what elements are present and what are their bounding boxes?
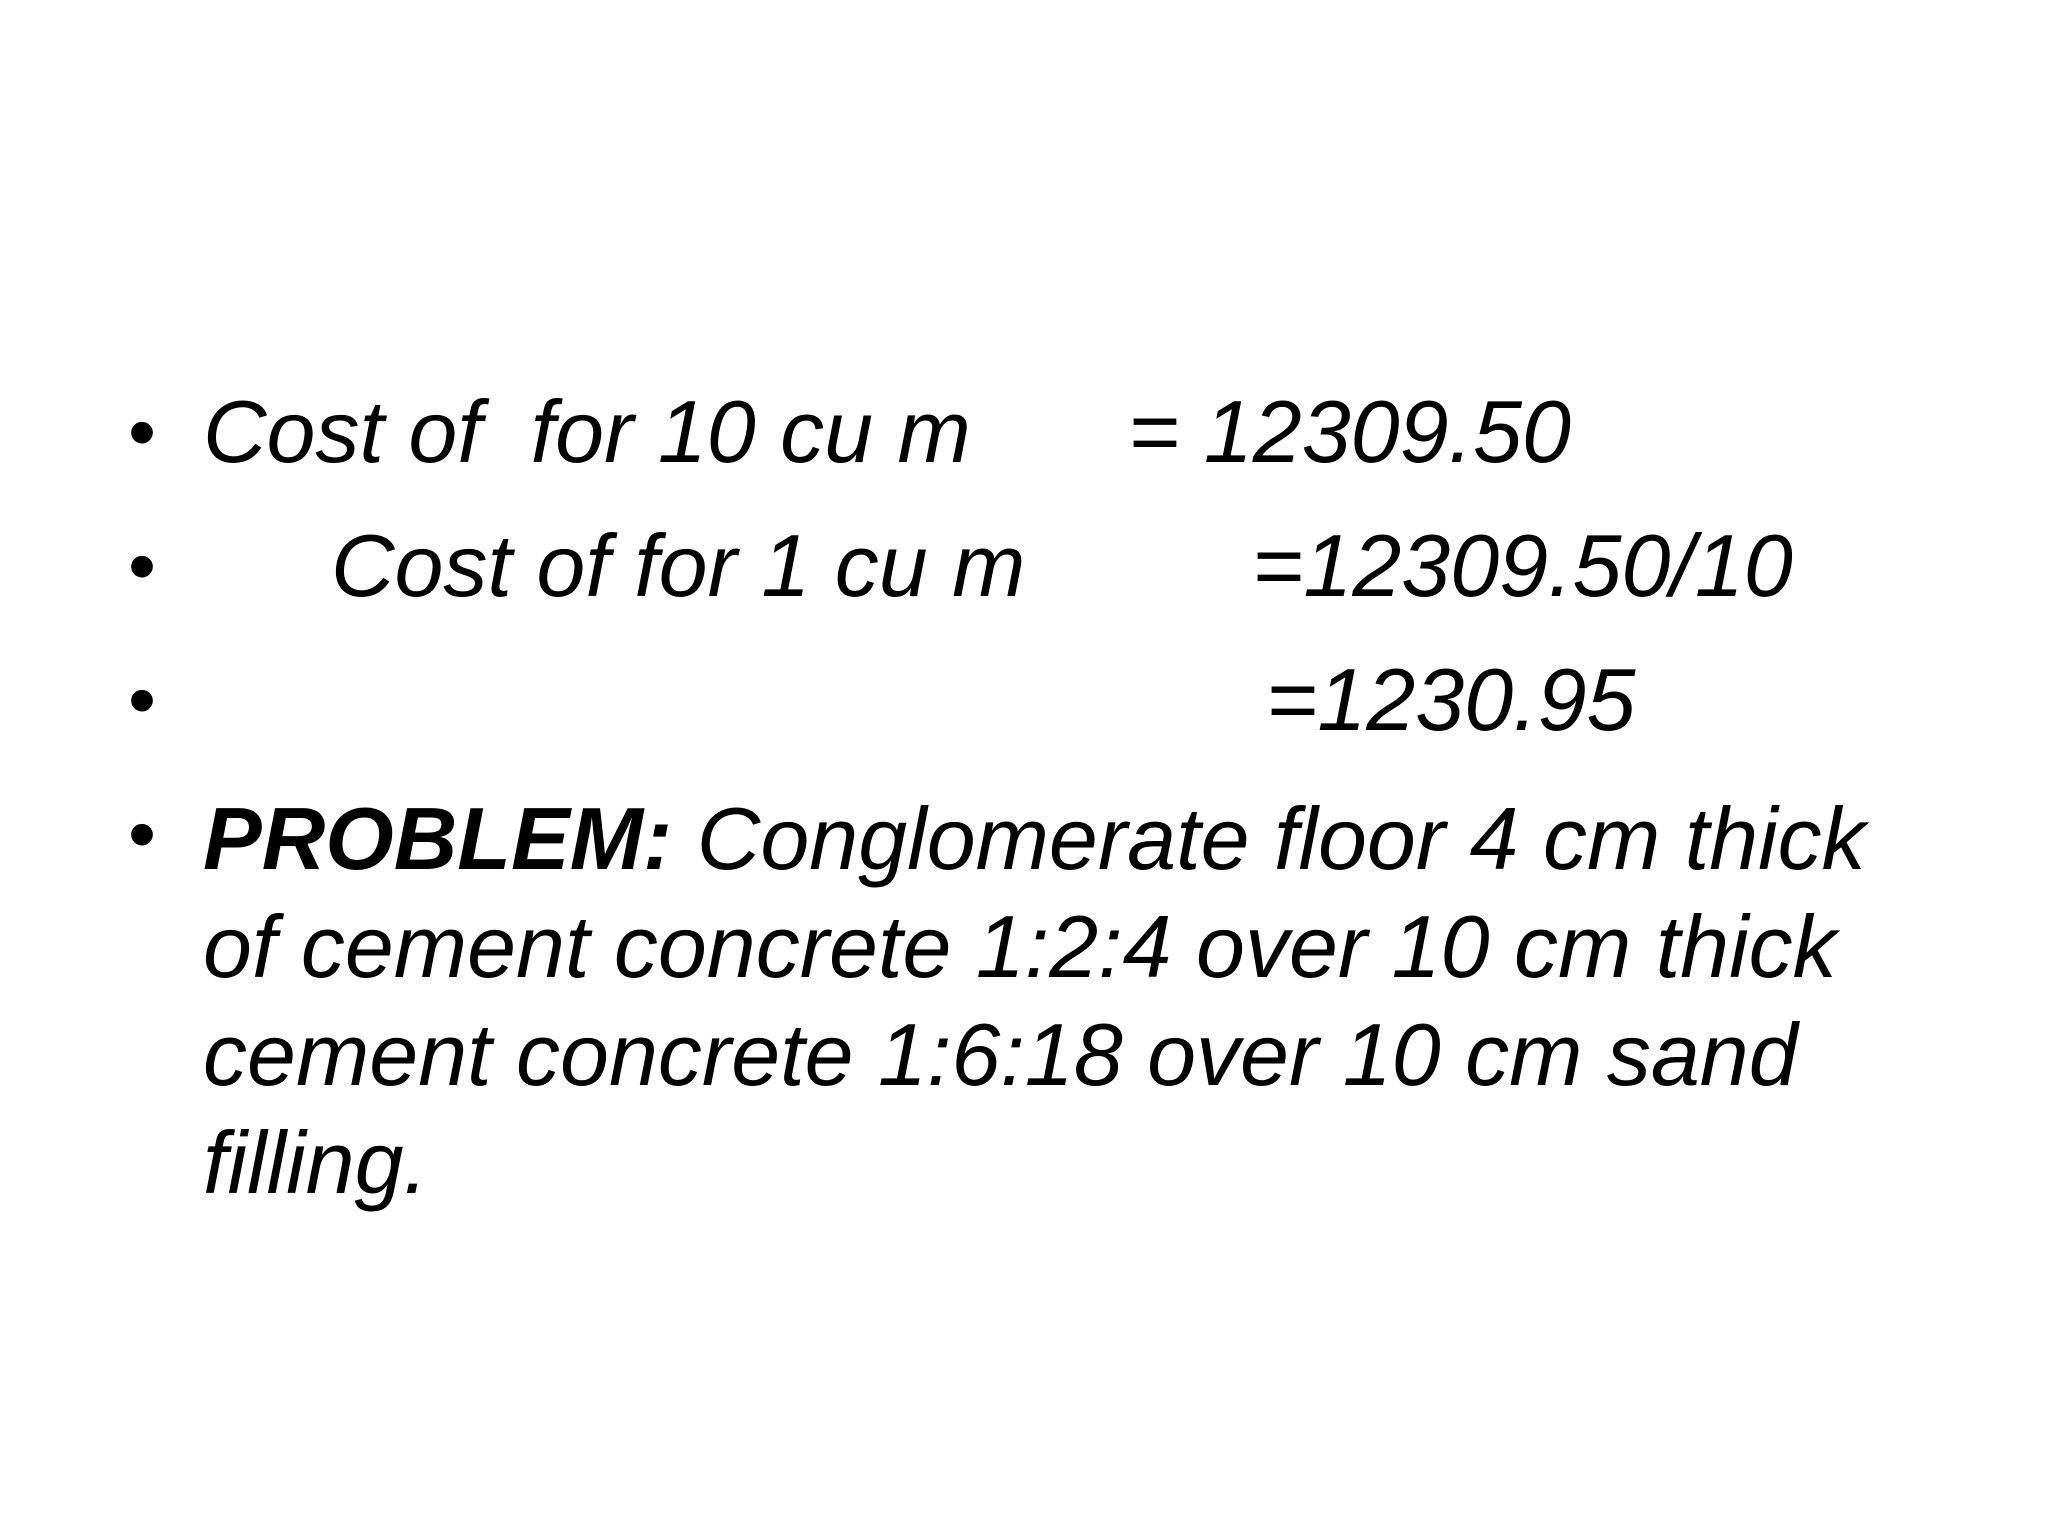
bullet-1: • [128,387,157,476]
bullet-4: • [128,789,157,878]
cost-1-cum-value: =12309.50/10 [1252,516,1793,615]
bullet-3: • [128,655,157,744]
result-value: =1230.95 [1266,650,1636,749]
cost-10-cum-value: = 12309.50 [1128,382,1571,481]
problem-heading: PROBLEM: [203,789,673,888]
problem-statement [203,785,1963,1217]
cost-10-cum-label: Cost of for 10 cu m [203,382,971,481]
cost-1-cum-label: Cost of for 1 cu m [331,516,1026,615]
problem-text: Conglomerate floor 4 cm thick of cement concrete 1:2:4 over 10 cm thick cement concrete 1:6:18 over 10 cm sand filling. [203,789,1866,1212]
bullet-2: • [128,521,157,610]
